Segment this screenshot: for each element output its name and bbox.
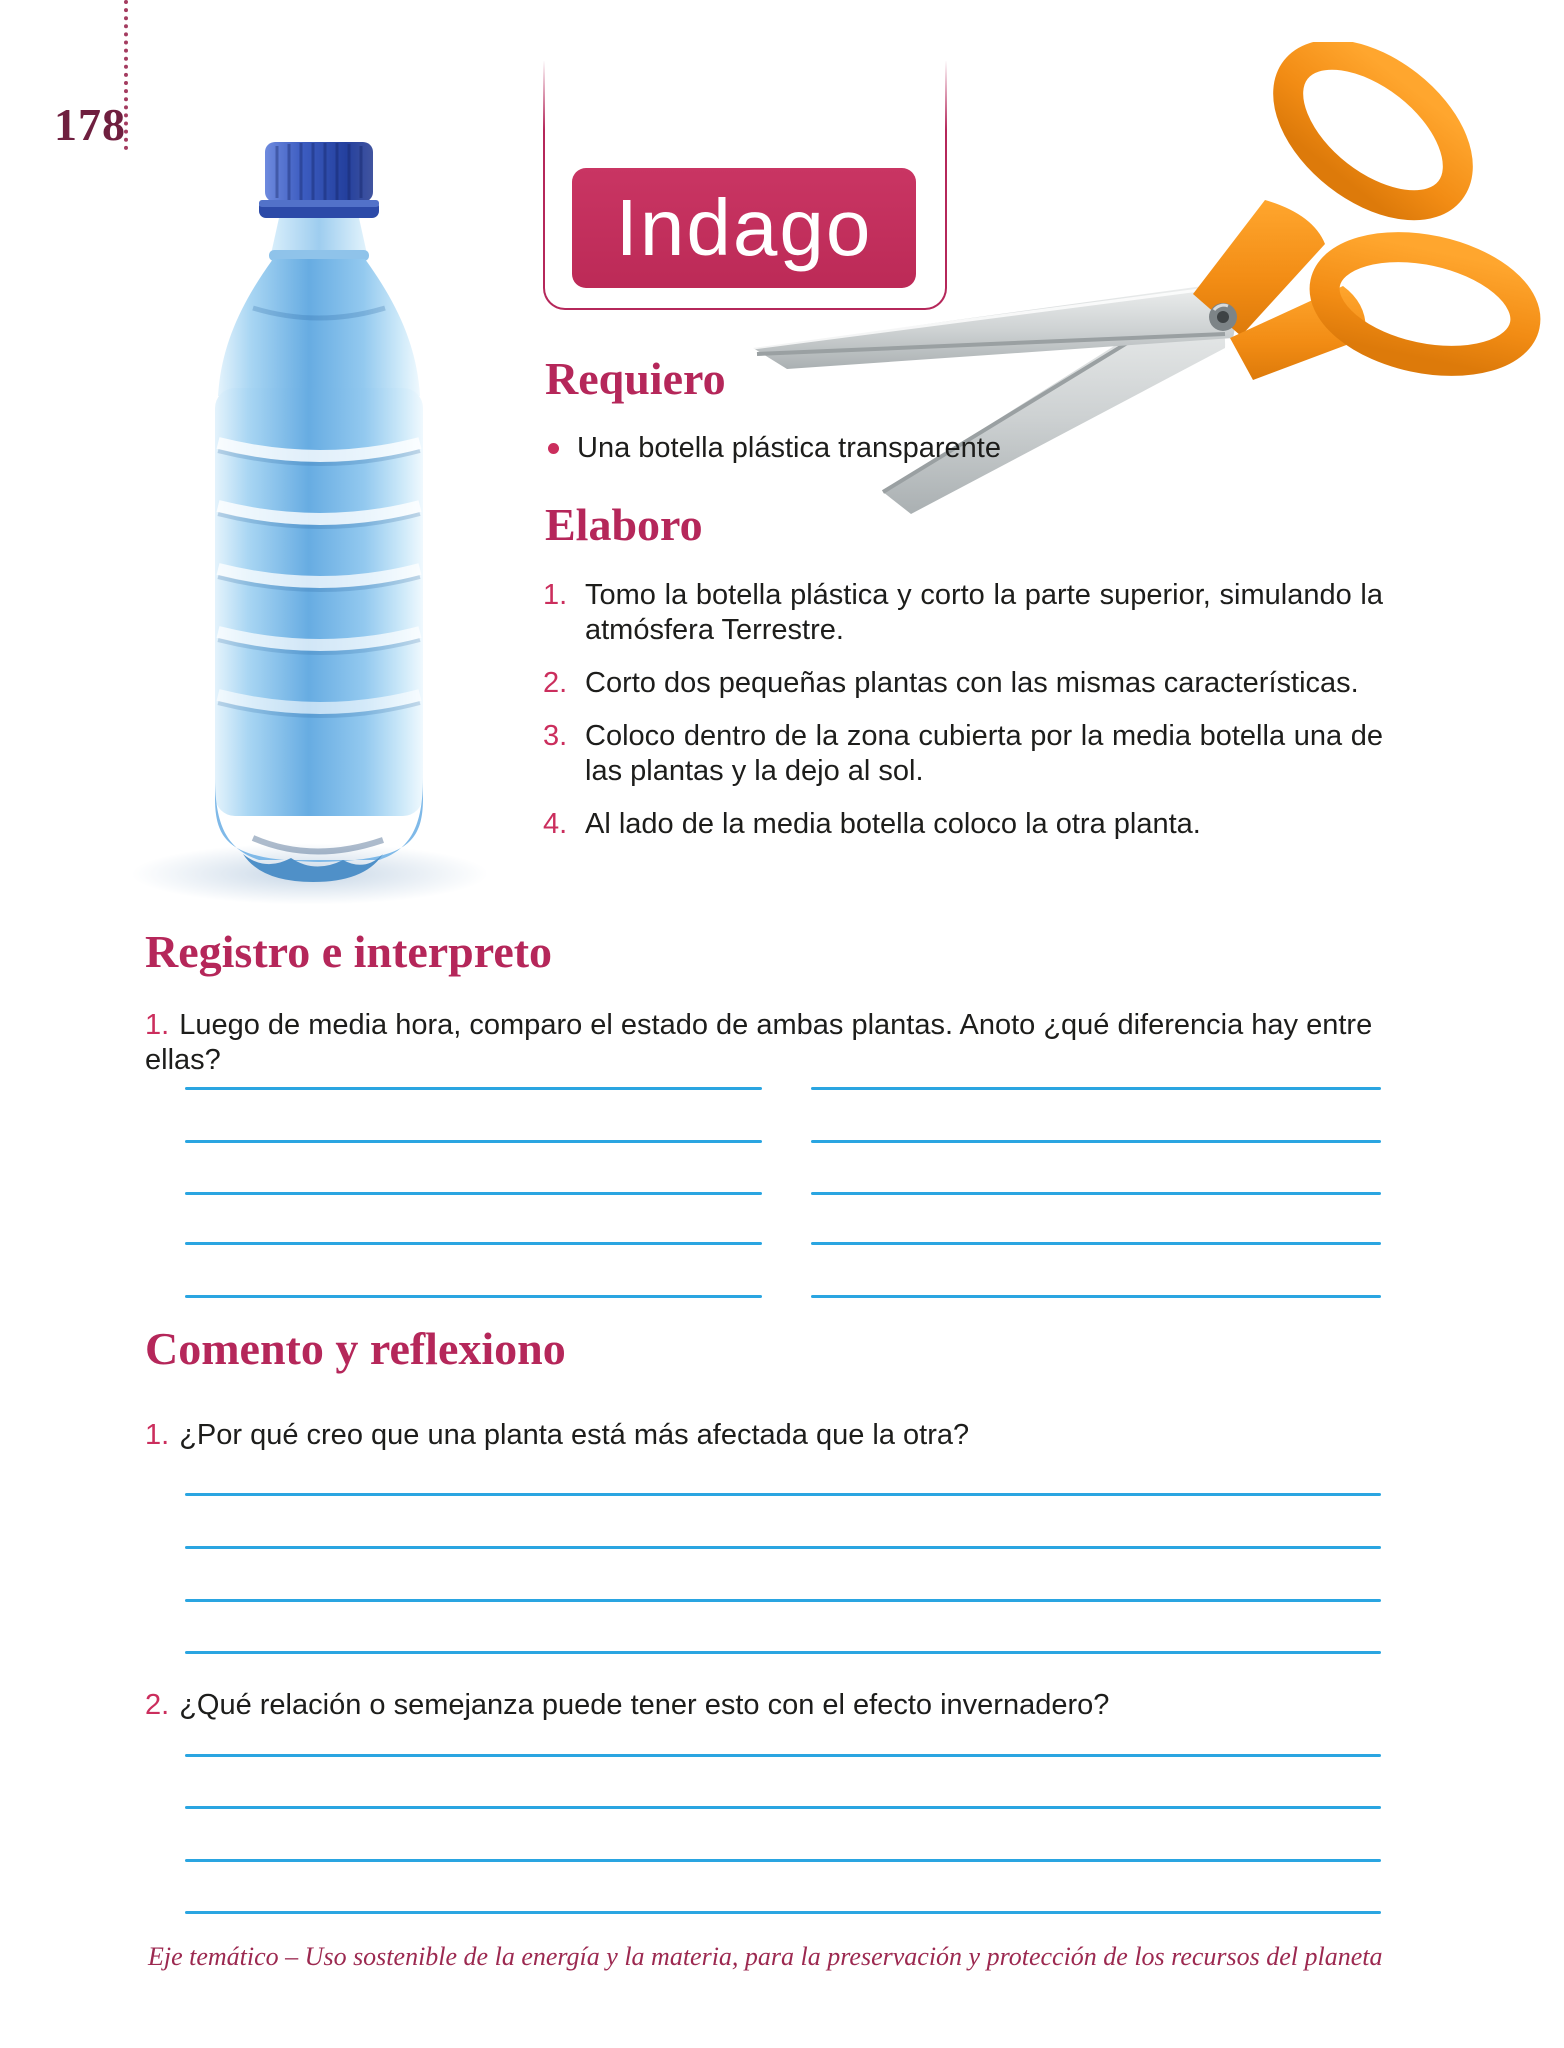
answer-line[interactable]: [185, 1242, 762, 1245]
elaboro-step: [543, 666, 1383, 701]
elaboro-step: [543, 719, 1383, 789]
question-text: ¿Por qué creo que una planta está más afectada que la otra?: [179, 1419, 970, 1451]
elaboro-step: [543, 807, 1383, 842]
answer-line[interactable]: [185, 1546, 1381, 1549]
registro-question-1: [145, 1008, 1385, 1078]
step-text: Corto dos pequeñas plantas con las mismas características.: [585, 667, 1359, 699]
elaboro-heading: Elaboro: [545, 499, 703, 550]
comento-question-1: [145, 1418, 1385, 1453]
indago-badge: [572, 168, 916, 288]
comento-heading: Comento y reflexiono: [145, 1323, 566, 1374]
answer-line[interactable]: [185, 1859, 1381, 1862]
footer-theme-strand: Eje temático – Uso sostenible de la energía y la materia, para la preservación y protección de los recursos del planeta: [148, 1942, 1383, 1971]
answer-line[interactable]: [185, 1493, 1381, 1496]
question-text: ¿Qué relación o semejanza puede tener esto con el efecto invernadero?: [179, 1689, 1110, 1721]
step-number: 1.: [543, 579, 568, 611]
step-text: Coloco dentro de la zona cubierta por la media botella una de las plantas y la dejo al sol.: [585, 720, 1383, 787]
question-number: 1.: [145, 1419, 170, 1451]
answer-line[interactable]: [811, 1087, 1381, 1090]
answer-line[interactable]: [185, 1599, 1381, 1602]
answer-line[interactable]: [185, 1806, 1381, 1809]
step-number: 2.: [543, 667, 568, 699]
answer-line[interactable]: [185, 1295, 762, 1298]
comento-question-2: [145, 1688, 1385, 1723]
answer-line[interactable]: [811, 1192, 1381, 1195]
requiero-heading: Requiero: [545, 353, 726, 404]
question-number: 2.: [145, 1689, 170, 1721]
page-number: 178: [54, 99, 126, 150]
step-text: Al lado de la media botella coloco la otra planta.: [585, 808, 1201, 840]
step-number: 4.: [543, 808, 568, 840]
answer-line[interactable]: [811, 1295, 1381, 1298]
step-number: 3.: [543, 720, 568, 752]
question-text: Luego de media hora, comparo el estado de ambas plantas. Anoto ¿qué diferencia hay entre ellas?: [145, 1009, 1373, 1076]
answer-line[interactable]: [185, 1651, 1381, 1654]
answer-line[interactable]: [185, 1140, 762, 1143]
answer-line[interactable]: [811, 1140, 1381, 1143]
water-bottle-svg: [193, 138, 445, 908]
answer-line[interactable]: [185, 1192, 762, 1195]
answer-line[interactable]: [185, 1087, 762, 1090]
answer-line[interactable]: [811, 1242, 1381, 1245]
answer-line[interactable]: [185, 1911, 1381, 1914]
question-number: 1.: [145, 1009, 170, 1041]
registro-heading: Registro e interpreto: [145, 926, 553, 977]
bullet-icon: [548, 443, 559, 454]
water-bottle-image: [193, 138, 445, 908]
answer-line[interactable]: [185, 1754, 1381, 1757]
elaboro-step: [543, 578, 1383, 648]
requiero-bullet-item: [548, 432, 1001, 465]
requiero-bullet-text: Una botella plástica transparente: [577, 432, 1001, 464]
step-text: Tomo la botella plástica y corto la parte superior, simulando la atmósfera Terrestre.: [585, 579, 1383, 646]
indago-badge-label: Indago: [615, 183, 873, 272]
elaboro-steps: [543, 578, 1383, 860]
